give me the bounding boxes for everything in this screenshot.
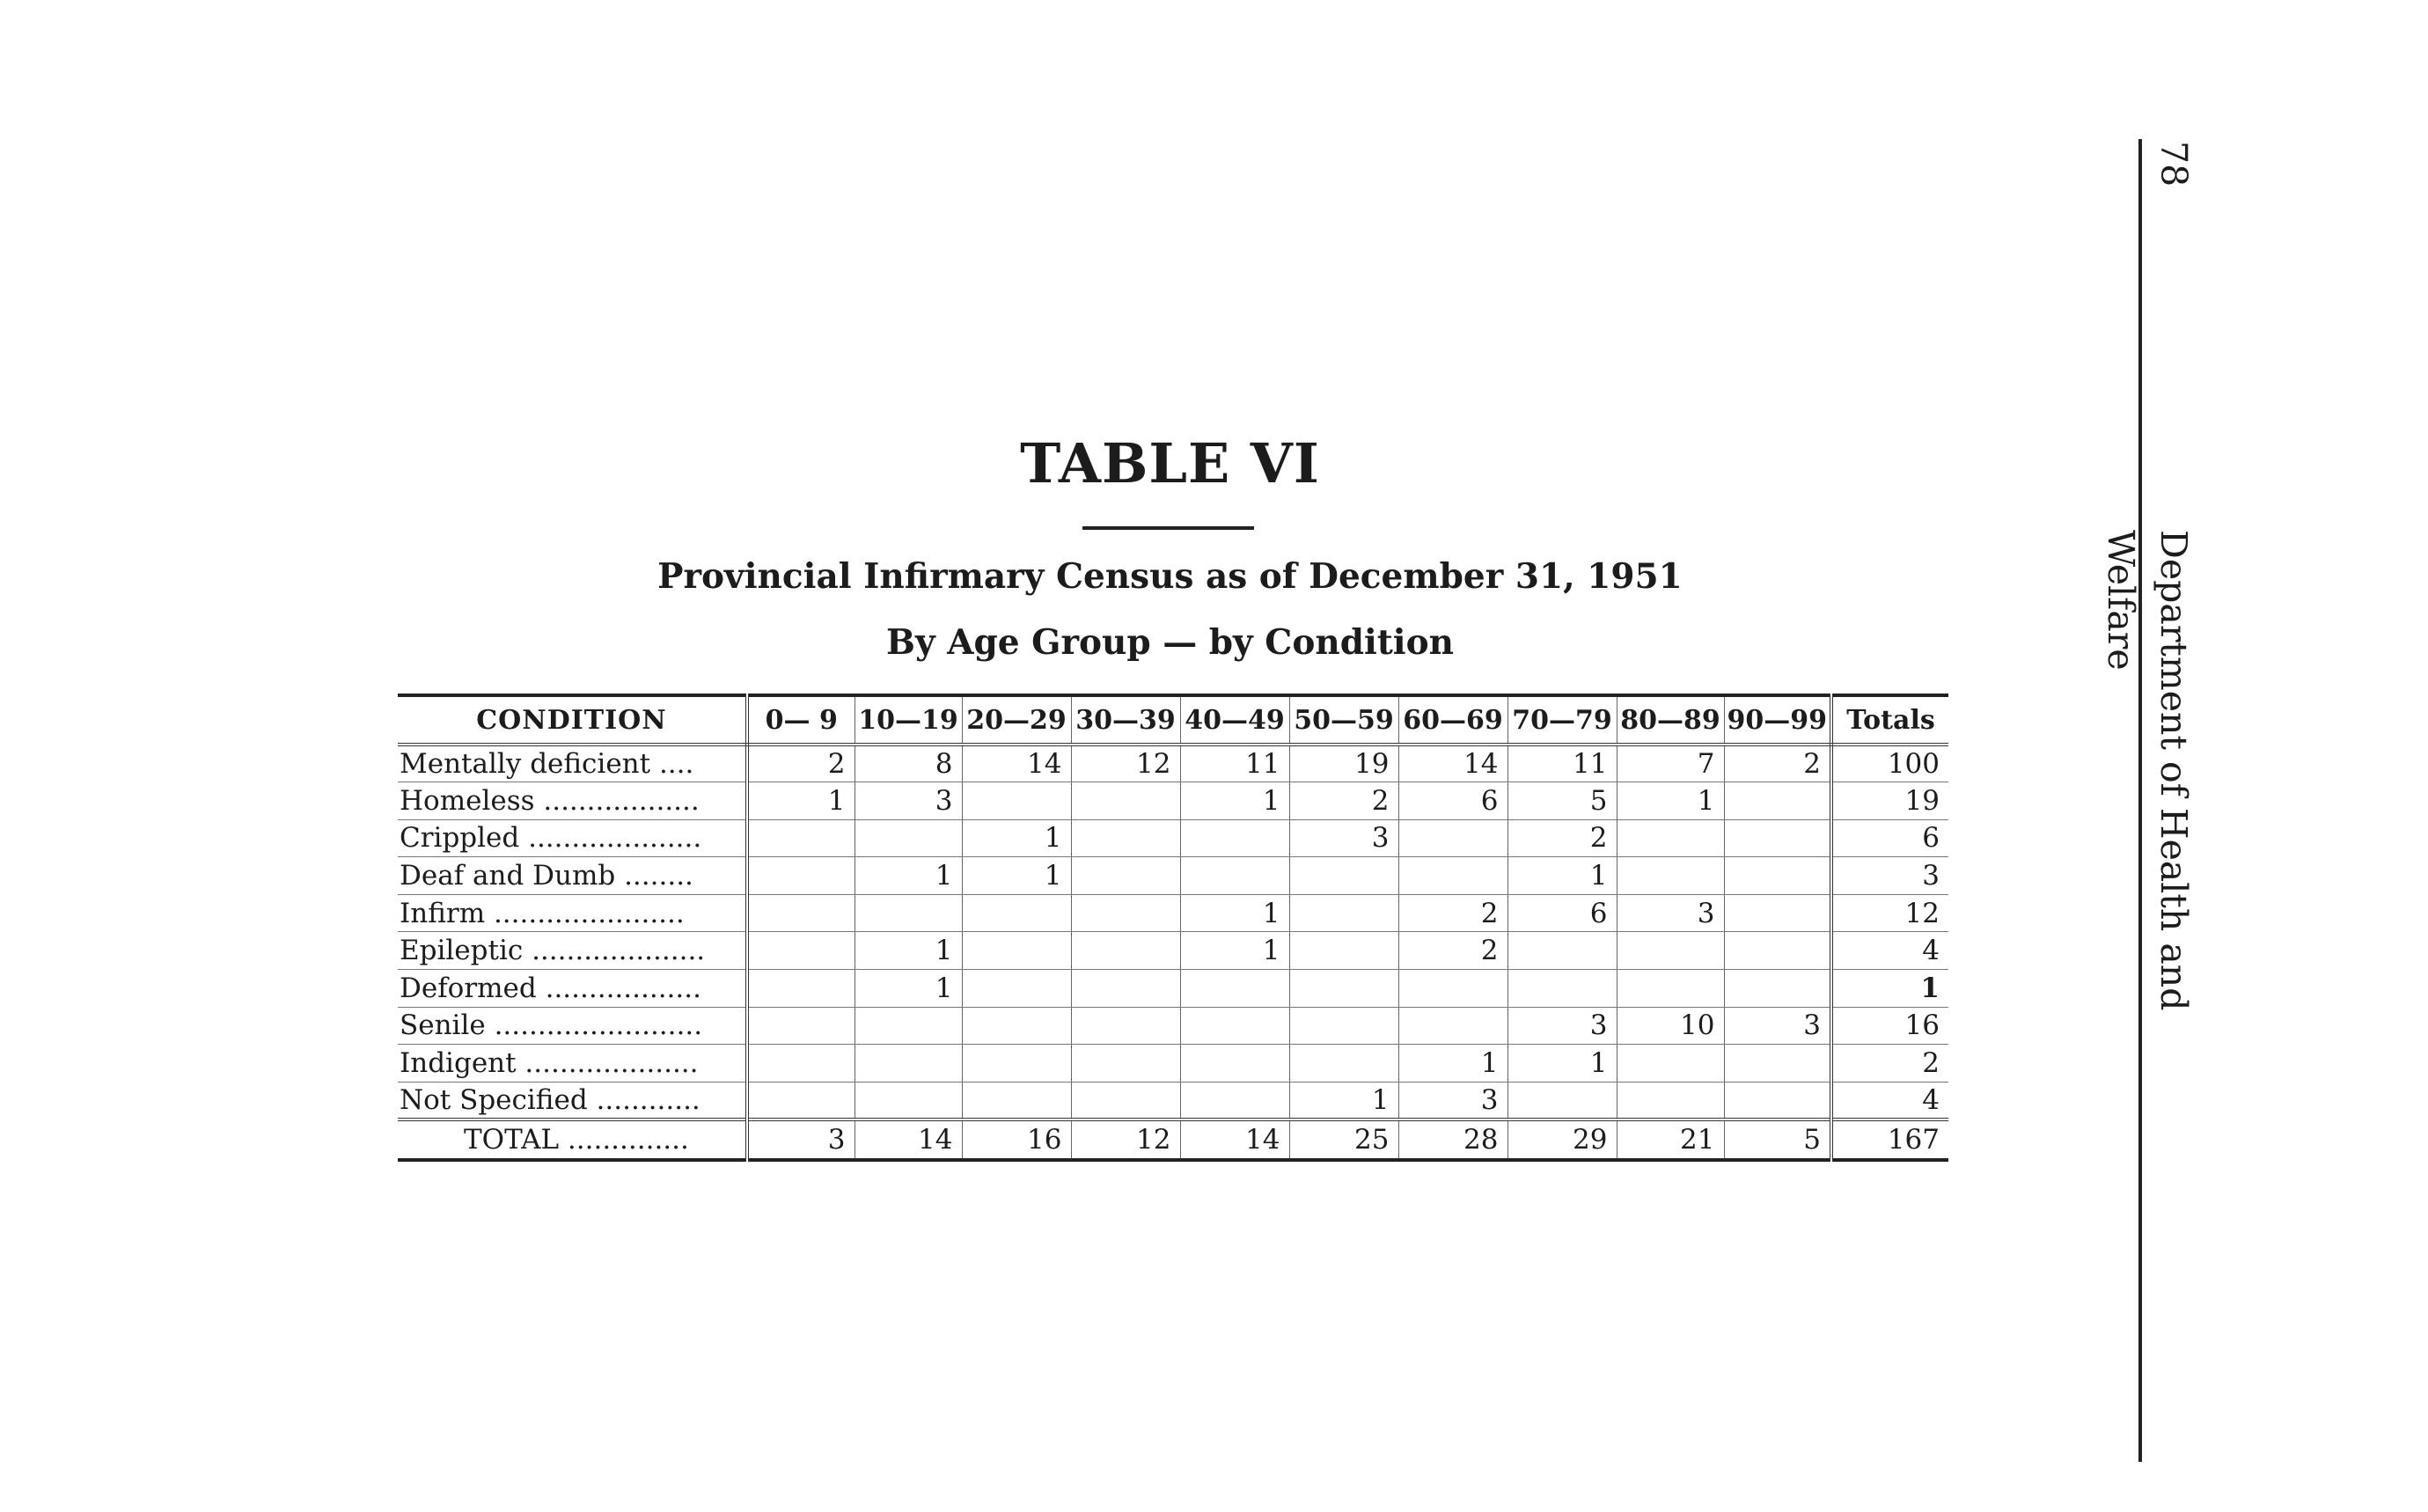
table-cell [1724, 1082, 1831, 1119]
row-total: 100 [1831, 745, 1948, 782]
table-cell: 2 [1289, 782, 1398, 820]
table-cell [1071, 932, 1180, 970]
side-header [2100, 141, 2200, 1118]
table-cell [1180, 1082, 1289, 1119]
header-age-group: 60—69 [1398, 695, 1507, 745]
table-cell [1724, 819, 1831, 857]
row-label: Epileptic .................... [398, 932, 747, 970]
table-cell [962, 782, 1071, 820]
table-cell [747, 1045, 855, 1083]
table-cell [747, 1082, 855, 1119]
table-cell: 1 [962, 857, 1071, 895]
total-cell: 14 [855, 1119, 962, 1160]
header-condition: CONDITION [398, 695, 747, 745]
table-subtitle-secondary: By Age Group — by Condition [886, 622, 1454, 663]
table-cell: 11 [1180, 745, 1289, 782]
table-cell [1071, 894, 1180, 932]
table-cell [962, 970, 1071, 1008]
header-age-group: 20—29 [962, 695, 1071, 745]
table-cell: 1 [1180, 932, 1289, 970]
side-rule [2138, 139, 2142, 1462]
row-label: Indigent .................... [398, 1045, 747, 1083]
table-cell: 7 [1617, 745, 1724, 782]
table-cell [1507, 932, 1617, 970]
table-cell: 2 [1507, 819, 1617, 857]
header-age-group: 10—19 [855, 695, 962, 745]
table-cell: 1 [1180, 782, 1289, 820]
row-total: 16 [1831, 1007, 1948, 1045]
table-cell [1617, 1082, 1724, 1119]
total-row [398, 1119, 1948, 1160]
table-cell [1071, 970, 1180, 1008]
row-label: Senile ........................ [398, 1007, 747, 1045]
row-label: Infirm ...................... [398, 894, 747, 932]
table-cell [1398, 1007, 1507, 1045]
department-name: Department of Health and Welfare [2100, 530, 2195, 1011]
row-label: Homeless .................. [398, 782, 747, 820]
total-cell: 16 [962, 1119, 1071, 1160]
census-table [398, 694, 1948, 1162]
total-cell: 21 [1617, 1119, 1724, 1160]
table-cell [1617, 970, 1724, 1008]
row-total: 19 [1831, 782, 1948, 820]
header-age-group: 30—39 [1071, 695, 1180, 745]
table-cell [962, 894, 1071, 932]
table-cell [962, 1082, 1071, 1119]
table-cell [855, 819, 962, 857]
title-underline [1082, 526, 1254, 530]
table-cell [1724, 857, 1831, 895]
table-cell: 3 [855, 782, 962, 820]
table-cell [1617, 819, 1724, 857]
total-row-label: TOTAL .............. [398, 1119, 747, 1160]
table-cell [1289, 894, 1398, 932]
table-cell [1180, 857, 1289, 895]
table-cell: 11 [1507, 745, 1617, 782]
table-cell [747, 819, 855, 857]
table-cell [1289, 1045, 1398, 1083]
table-cell [962, 1007, 1071, 1045]
table-cell: 3 [1398, 1082, 1507, 1119]
table-cell: 1 [1507, 1045, 1617, 1083]
table-row [398, 745, 1948, 782]
table-row [398, 857, 1948, 895]
table-cell [1180, 1007, 1289, 1045]
row-total: 4 [1831, 1082, 1948, 1119]
header-age-group: 90—99 [1724, 695, 1831, 745]
table-cell [855, 1082, 962, 1119]
table-cell: 1 [855, 932, 962, 970]
table-cell [1289, 970, 1398, 1008]
total-cell: 5 [1724, 1119, 1831, 1160]
table-cell [1724, 970, 1831, 1008]
row-label: Mentally deficient .... [398, 745, 747, 782]
table-cell [1071, 782, 1180, 820]
total-cell: 3 [747, 1119, 855, 1160]
table-cell [747, 932, 855, 970]
total-cell: 12 [1071, 1119, 1180, 1160]
table-cell: 1 [1180, 894, 1289, 932]
table-cell [855, 1007, 962, 1045]
table-cell: 10 [1617, 1007, 1724, 1045]
table-subtitle: Provincial Infirmary Census as of December 31, 1951 [657, 556, 1683, 597]
table-cell [1398, 819, 1507, 857]
table-cell [1180, 970, 1289, 1008]
page-title: TABLE VI [1020, 431, 1320, 495]
table-cell: 19 [1289, 745, 1398, 782]
row-total: 6 [1831, 819, 1948, 857]
table-cell [1617, 932, 1724, 970]
table-cell [855, 894, 962, 932]
table-cell [1724, 932, 1831, 970]
table-cell [1398, 857, 1507, 895]
table-cell [1617, 857, 1724, 895]
table-cell [1071, 1007, 1180, 1045]
table-cell: 2 [1398, 894, 1507, 932]
header-age-group: 40—49 [1180, 695, 1289, 745]
table-cell [1071, 1082, 1180, 1119]
table-cell: 2 [747, 745, 855, 782]
row-total: 12 [1831, 894, 1948, 932]
table-cell [1507, 1082, 1617, 1119]
table-cell: 2 [1398, 932, 1507, 970]
table-body [398, 745, 1948, 1119]
table-cell [747, 970, 855, 1008]
row-label: Deformed .................. [398, 970, 747, 1008]
table-cell [1617, 1045, 1724, 1083]
table-cell: 2 [1724, 745, 1831, 782]
row-total: 2 [1831, 1045, 1948, 1083]
header-age-group: 80—89 [1617, 695, 1724, 745]
row-label: Crippled .................... [398, 819, 747, 857]
table-cell: 1 [1617, 782, 1724, 820]
table-row [398, 970, 1948, 1008]
table-cell: 6 [1398, 782, 1507, 820]
table-cell [1398, 970, 1507, 1008]
table-cell: 3 [1289, 819, 1398, 857]
table-cell [962, 1045, 1071, 1083]
table-cell [747, 857, 855, 895]
header-row [398, 695, 1948, 745]
table-cell: 1 [747, 782, 855, 820]
table-cell: 14 [962, 745, 1071, 782]
row-label: Not Specified ............ [398, 1082, 747, 1119]
table-cell [1289, 1007, 1398, 1045]
table-cell: 1 [962, 819, 1071, 857]
total-cell: 29 [1507, 1119, 1617, 1160]
table-cell: 6 [1507, 894, 1617, 932]
table-cell [747, 894, 855, 932]
table-cell: 3 [1507, 1007, 1617, 1045]
total-cell: 28 [1398, 1119, 1507, 1160]
table-cell: 3 [1617, 894, 1724, 932]
table-cell: 8 [855, 745, 962, 782]
table-row [398, 1045, 1948, 1083]
table-row [398, 819, 1948, 857]
table-cell [855, 1045, 962, 1083]
table-cell: 12 [1071, 745, 1180, 782]
table-cell [1724, 894, 1831, 932]
table-cell: 1 [1507, 857, 1617, 895]
header-age-group: 0— 9 [747, 695, 855, 745]
total-cell: 25 [1289, 1119, 1398, 1160]
table-cell [1507, 970, 1617, 1008]
table-cell [962, 932, 1071, 970]
page-number: 78 [2153, 141, 2195, 187]
table-cell: 1 [855, 857, 962, 895]
table-cell: 14 [1398, 745, 1507, 782]
table-cell [1289, 932, 1398, 970]
table-row [398, 1082, 1948, 1119]
row-total: 1 [1831, 970, 1948, 1008]
table-cell [1071, 1045, 1180, 1083]
table-cell: 1 [1398, 1045, 1507, 1083]
table-cell [747, 1007, 855, 1045]
total-cell: 14 [1180, 1119, 1289, 1160]
table-cell [1289, 857, 1398, 895]
table-row [398, 1007, 1948, 1045]
table-cell [1071, 857, 1180, 895]
table-cell: 1 [855, 970, 962, 1008]
row-total: 3 [1831, 857, 1948, 895]
table-cell: 1 [1289, 1082, 1398, 1119]
table-cell [1071, 819, 1180, 857]
table-cell [1724, 782, 1831, 820]
header-totals: Totals [1831, 695, 1948, 745]
census-table-container [398, 694, 1948, 1162]
table-cell [1724, 1045, 1831, 1083]
row-total: 4 [1831, 932, 1948, 970]
header-age-group: 50—59 [1289, 695, 1398, 745]
table-cell [1180, 1045, 1289, 1083]
table-cell [1180, 819, 1289, 857]
header-age-group: 70—79 [1507, 695, 1617, 745]
table-row [398, 782, 1948, 820]
table-row [398, 932, 1948, 970]
table-cell: 5 [1507, 782, 1617, 820]
table-row [398, 894, 1948, 932]
table-cell: 3 [1724, 1007, 1831, 1045]
row-label: Deaf and Dumb ........ [398, 857, 747, 895]
grand-total: 167 [1831, 1119, 1948, 1160]
